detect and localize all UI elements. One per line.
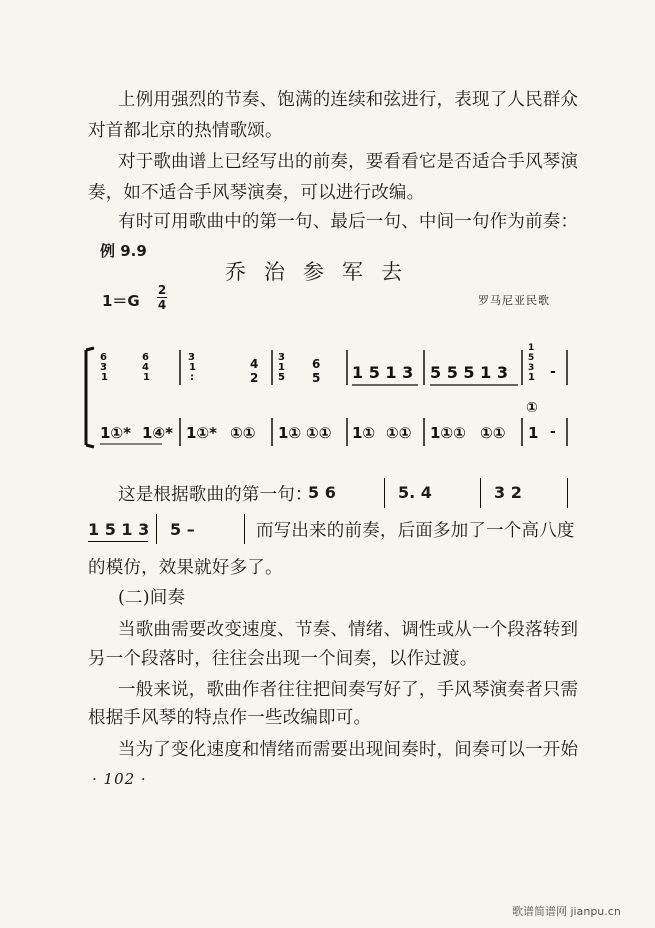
time-signature	[157, 284, 167, 311]
svg-text:3: 3	[278, 352, 285, 363]
paragraph-line: 对于歌曲谱上已经写出的前奏，要看看它是否适合手风琴演	[118, 152, 579, 172]
phrase-notes: 3 2	[494, 483, 522, 502]
score-system	[0, 330, 655, 460]
beam-line	[88, 541, 148, 542]
svg-text:6: 6	[312, 357, 321, 371]
svg-text:-: -	[550, 364, 556, 380]
svg-text:6: 6	[100, 352, 107, 363]
paragraph-line: 有时可用歌曲中的第一句、最后一句、中间一句作为前奏：	[118, 212, 579, 232]
svg-text:5: 5	[312, 371, 321, 385]
svg-text:①①: ①①	[230, 424, 256, 442]
svg-text:1: 1	[278, 362, 285, 373]
svg-text:-: -	[550, 424, 556, 440]
svg-text:1①*: 1①*	[186, 424, 217, 442]
paragraph-line: 奏，如不适合手风琴演奏，可以进行改编。	[88, 183, 425, 203]
watermark: 歌谱简谱网 jianpu.cn	[512, 905, 621, 918]
svg-text:①: ①	[526, 400, 538, 416]
section-heading: (二)间奏	[118, 588, 186, 608]
svg-text:4: 4	[250, 357, 259, 371]
paragraph-line: 上例用强烈的节奏、饱满的连续和弦进行，表现了人民群众	[118, 90, 579, 110]
song-title: 乔治参军去	[225, 260, 420, 284]
bar-line	[480, 478, 481, 508]
upper-staff	[100, 343, 567, 385]
svg-text:4: 4	[142, 362, 149, 373]
paragraph-line: 当为了变化速度和情绪而需要出现间奏时，间奏可以一开始	[118, 740, 579, 760]
svg-text:1①①: 1①①	[430, 424, 466, 442]
svg-text:5: 5	[278, 372, 285, 383]
bar-line	[567, 478, 568, 508]
svg-text:1: 1	[101, 372, 108, 383]
svg-text:2: 2	[250, 371, 259, 385]
phrase-notes: 1 5 1 3	[88, 520, 150, 539]
svg-text:3: 3	[100, 362, 107, 373]
svg-text:1 5 1 3: 1 5 1 3	[352, 363, 414, 382]
time-top: 2	[157, 283, 167, 297]
phrase-notes: 5 6	[308, 483, 336, 502]
paragraph-line: 而写出来的前奏，后面多加了一个高八度	[256, 521, 575, 541]
paragraph-line: 根据手风琴的特点作一些改编即可。	[88, 708, 372, 728]
paragraph-line: 的模仿，效果就好多了。	[88, 558, 283, 578]
svg-text:1: 1	[528, 372, 535, 383]
time-bottom: 4	[157, 298, 167, 312]
svg-text:6: 6	[142, 352, 149, 363]
svg-text:1: 1	[528, 343, 535, 353]
song-origin: 罗马尼亚民歌	[478, 294, 550, 307]
svg-text:①①: ①①	[386, 424, 412, 442]
bar-line	[244, 514, 245, 544]
page-number: · 102 ·	[92, 770, 147, 788]
svg-text:3: 3	[188, 352, 195, 363]
svg-text:5 5 5 1 3: 5 5 5 1 3	[430, 363, 508, 382]
paragraph-line: 一般来说，歌曲作者往往把间奏写好了，手风琴演奏者只需	[118, 680, 579, 700]
svg-text:1①*: 1①*	[100, 424, 131, 442]
svg-text:5: 5	[528, 353, 535, 363]
system-bracket	[86, 348, 94, 447]
svg-text:1: 1	[189, 362, 196, 373]
svg-text:①①: ①①	[306, 424, 332, 442]
phrase-notes: 5 –	[170, 520, 195, 539]
paragraph-line: 另一个段落时，往往会出现一个间奏，以作过渡。	[88, 649, 478, 669]
key-signature: 1＝G	[102, 292, 140, 310]
svg-text::: :	[190, 372, 194, 383]
lower-staff	[100, 400, 567, 446]
bar-line	[384, 478, 385, 508]
svg-text:1①: 1①	[352, 424, 376, 442]
svg-text:1: 1	[143, 372, 150, 383]
svg-text:3: 3	[528, 363, 535, 373]
svg-text:1④*: 1④*	[142, 424, 173, 442]
svg-text:①①: ①①	[480, 424, 506, 442]
paragraph-line: 当歌曲需要改变速度、节奏、情绪、调性或从一个段落转到	[118, 620, 579, 640]
phrase-notes: 5. 4	[398, 483, 432, 502]
paragraph-line: 对首都北京的热情歌颂。	[88, 121, 283, 141]
explanation-prefix: 这是根据歌曲的第一句：	[118, 485, 313, 505]
example-label: 例 9.9	[100, 242, 147, 260]
bar-line	[156, 514, 157, 544]
svg-text:1: 1	[528, 424, 539, 442]
svg-text:1①: 1①	[278, 424, 302, 442]
